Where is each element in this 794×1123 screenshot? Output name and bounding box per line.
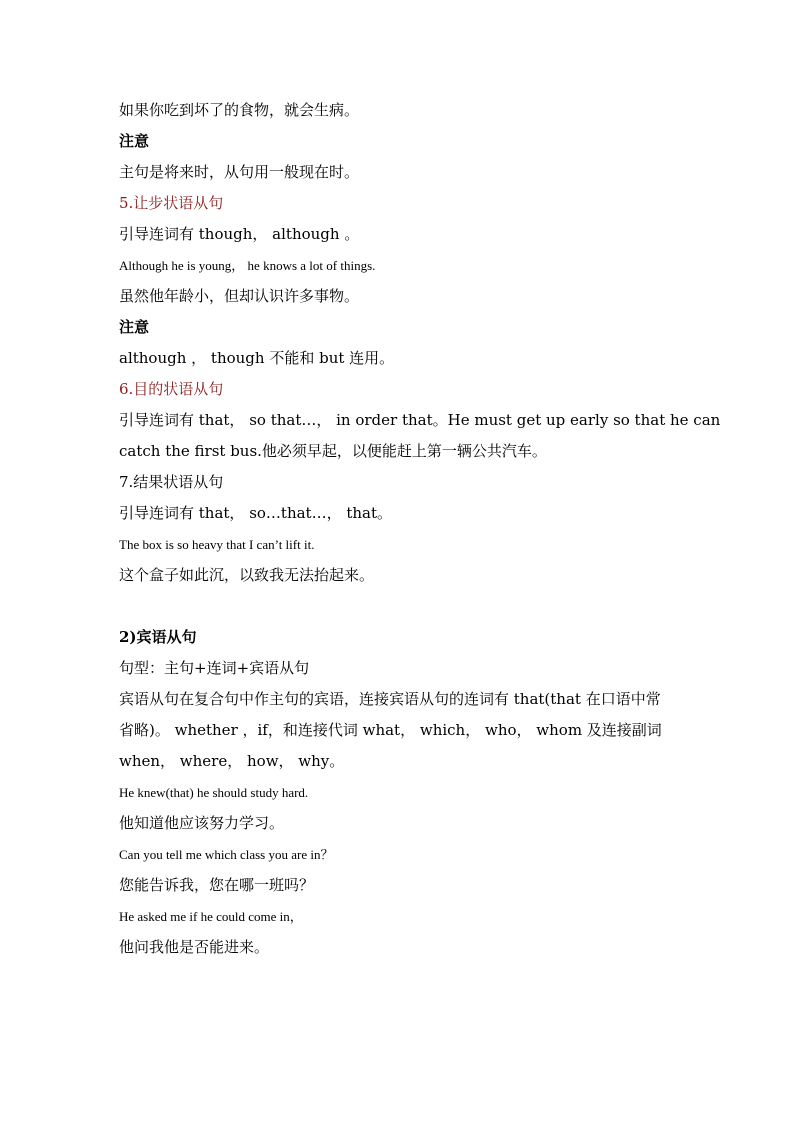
section-heading: 6.目的状语从句 <box>119 380 224 398</box>
text-line: 如果你吃到坏了的食物，就会生病。 <box>119 101 360 119</box>
text-line: catch the first bus.他必须早起，以便能赶上第一辆公共汽车。 <box>119 442 547 460</box>
text-line: 引导连词有 though， although 。 <box>119 225 360 243</box>
translation-line: 虽然他年龄小，但却认识许多事物。 <box>119 287 360 305</box>
translation-line: 这个盒子如此沉，以致我无法抬起来。 <box>119 566 375 584</box>
translation-line: 他问我他是否能进来。 <box>119 938 270 956</box>
example-sentence: The box is so heavy that I can’t lift it. <box>119 537 315 552</box>
example-sentence: Although he is young， he knows a lot of things. <box>119 258 376 273</box>
note-heading: 注意 <box>119 318 150 336</box>
example-sentence: He knew(that) he should study hard. <box>119 785 309 800</box>
text-line: 引导连词有 that， so that…， in order that。He must get up early so that he can <box>119 411 721 429</box>
text-line: 句型：主句+连词+宾语从句 <box>119 659 310 677</box>
translation-line: 他知道他应该努力学习。 <box>119 814 285 832</box>
text-line: 省略)。 whether ，if，和连接代词 what， which， who， whom 及连接副词 <box>119 721 662 739</box>
text-line: 宾语从句在复合句中作主句的宾语，连接宾语从句的连词有 that(that 在口语中常 <box>119 690 661 708</box>
example-sentence: He asked me if he could come in， <box>119 909 303 924</box>
text-line: 引导连词有 that， so…that…， that。 <box>119 504 393 522</box>
section-heading: 5.让步状语从句 <box>119 194 224 212</box>
text-line: 主句是将来时，从句用一般现在时。 <box>119 163 360 181</box>
example-sentence: Can you tell me which class you are in？ <box>119 847 334 862</box>
text-line: when， where， how， why。 <box>119 752 345 770</box>
note-heading: 注意 <box>119 132 150 150</box>
translation-line: 您能告诉我，您在哪一班吗？ <box>119 876 315 894</box>
spacer <box>119 591 689 622</box>
document-page <box>119 95 721 963</box>
section-heading: 7.结果状语从句 <box>119 473 224 491</box>
text-line: although ， though 不能和 but 连用。 <box>119 349 395 367</box>
section-title: 2)宾语从句 <box>119 628 197 646</box>
